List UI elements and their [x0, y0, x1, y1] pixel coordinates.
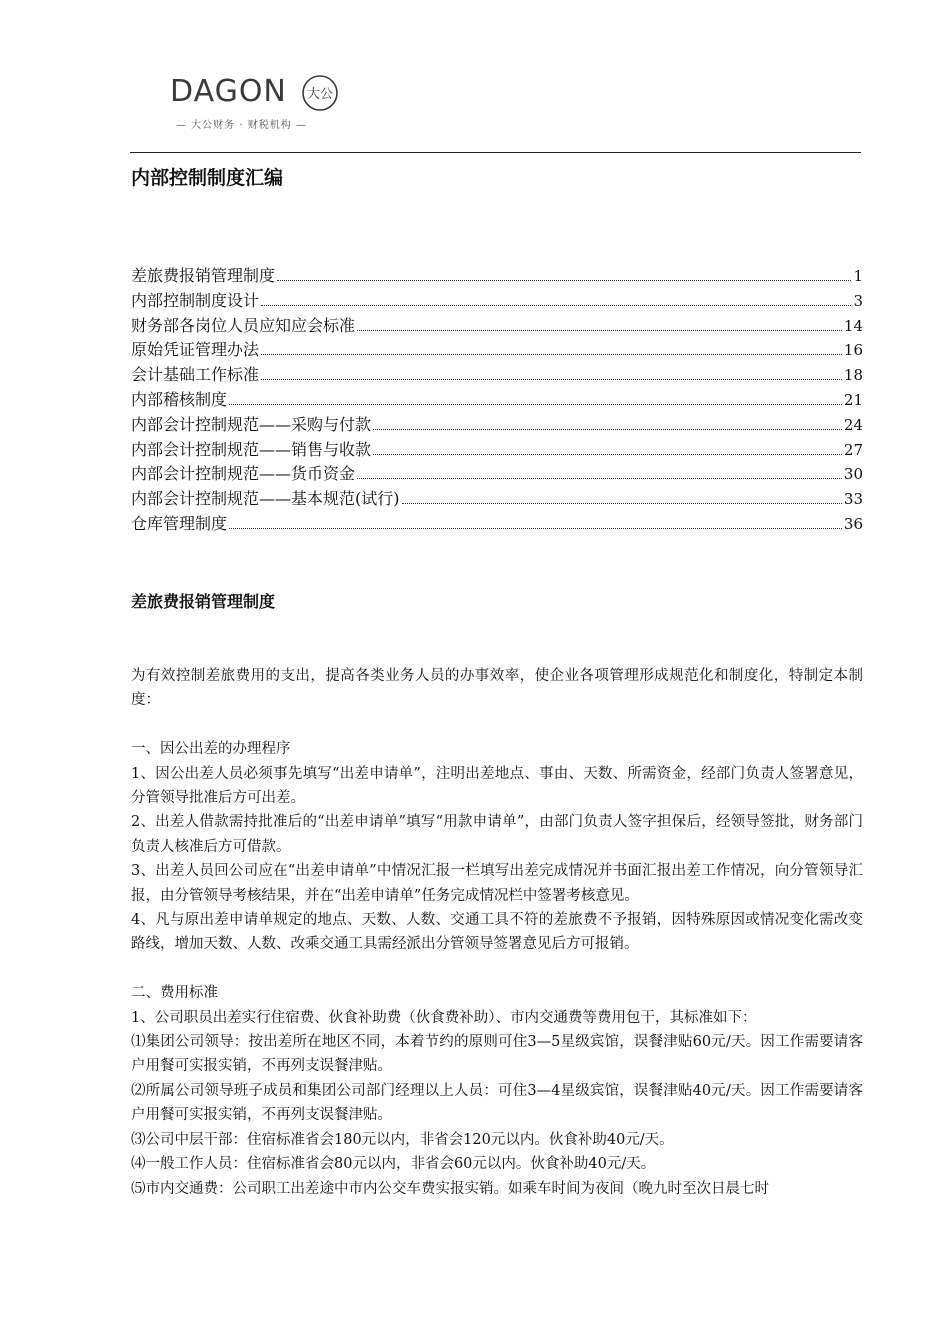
company-logo: [168, 72, 348, 132]
toc-entry-label: 内部会计控制规范——采购与付款: [131, 414, 372, 434]
paragraph: 二、费用标准: [131, 985, 218, 1002]
paragraph: ⑴集团公司领导：按出差所在地区不同，本着节约的原则可住3—5星级宾馆，误餐津贴60元/天。因工作需要请客户用餐可实报实销，不再列支误餐津贴。: [131, 1034, 863, 1075]
toc-entry[interactable]: [131, 388, 863, 413]
toc-entry-label: 财务部各岗位人员应知应会标准: [131, 315, 356, 335]
logo-tagline: — 大公财务 · 财税机构 —: [176, 120, 307, 131]
logo-seal-icon: [301, 74, 339, 112]
toc-entry-label: 会计基础工作标准: [131, 365, 260, 385]
toc-entry[interactable]: [131, 462, 863, 487]
paragraph: ⑶公司中层干部：住宿标准省会180元以内，非省会120元以内。伙食补助40元/天。: [131, 1131, 674, 1148]
toc-entry-page: 18: [843, 366, 863, 385]
toc-entry-label: 差旅费报销管理制度: [131, 266, 276, 285]
toc-entry-label: 原始凭证管理办法: [131, 340, 260, 360]
toc-dot-leader: [261, 378, 842, 380]
body-text: [131, 664, 863, 1201]
paragraph: 为有效控制差旅费用的支出，提高各类业务人员的办事效率，使企业各项管理形成规范化和制度化，特制定本制度：: [131, 668, 863, 709]
logo-seal-text: 大公: [306, 87, 334, 102]
toc-entry-page: 21: [843, 390, 863, 409]
toc-entry-page: 36: [843, 514, 863, 533]
toc-entry-page: 27: [843, 440, 863, 459]
paragraph-gap: [131, 713, 863, 737]
toc-dot-leader: [229, 527, 842, 529]
toc-entry[interactable]: [131, 438, 863, 463]
toc-dot-leader: [261, 353, 842, 355]
toc-entry-label: 内部稽核制度: [131, 389, 228, 409]
toc-entry-label: 内部会计控制规范——货币资金: [131, 464, 356, 484]
toc-dot-leader: [373, 428, 842, 430]
toc-entry[interactable]: [131, 264, 863, 289]
toc-dot-leader: [402, 502, 842, 504]
document-title: 内部控制制度汇编: [131, 167, 284, 189]
toc-entry[interactable]: [131, 363, 863, 388]
logo-wordmark: DAGON: [170, 74, 287, 109]
toc-dot-leader: [357, 329, 842, 331]
toc-entry-page: 3: [853, 291, 863, 310]
table-of-contents: [131, 264, 863, 537]
paragraph: 1、公司职员出差实行住宿费、伙食补助费（伙食费补助）、市内交通费等费用包干，其标准如下：: [131, 1009, 757, 1026]
toc-entry-page: 24: [843, 415, 863, 434]
paragraph: ⑵所属公司领导班子成员和集团公司部门经理以上人员：可住3—4星级宾馆，误餐津贴40元/天。因工作需要请客户用餐可实报实销，不再列支误餐津贴。: [131, 1082, 863, 1124]
toc-entry-label: 仓库管理制度: [131, 513, 228, 533]
toc-entry-label: 内部控制制度设计: [131, 290, 260, 310]
toc-dot-leader: [373, 453, 842, 455]
toc-entry[interactable]: [131, 338, 863, 363]
toc-dot-leader: [229, 403, 842, 405]
toc-dot-leader: [357, 477, 842, 479]
paragraph: ⑷一般工作人员：住宿标准省会80元以内，非省会60元以内。伙食补助40元/天。: [131, 1156, 656, 1173]
toc-entry-label: 内部会计控制规范——销售与收款: [131, 439, 372, 459]
toc-entry-page: 33: [843, 490, 863, 509]
paragraph: 一、因公出差的办理程序: [131, 741, 291, 758]
paragraph: 2、出差人借款需持批准后的“出差申请单”填写“用款申请单”，由部门负责人签字担保后，经领导签批，财务部门负责人核准后方可借款。: [131, 814, 863, 855]
toc-dot-leader: [261, 304, 851, 306]
paragraph: ⑸市内交通费：公司职工出差途中市内公交车费实报实销。如乘车时间为夜间（晚九时至次日晨七时: [131, 1180, 769, 1197]
toc-entry-page: 14: [843, 316, 863, 335]
paragraph: 4、凡与原出差申请单规定的地点、天数、人数、交通工具不符的差旅费不予报销，因特殊原因或情况变化需改变路线，增加天数、人数、改乘交通工具需经派出分管领导签署意见后方可报销。: [131, 912, 863, 953]
toc-entry[interactable]: [131, 289, 863, 314]
toc-entry-page: 16: [843, 341, 863, 360]
paragraph: 1、因公出差人员必须事先填写“出差申请单”，注明出差地点、事由、天数、所需资金，经部门负责人签署意见，分管领导批准后方可出差。: [131, 765, 863, 807]
section-heading: 差旅费报销管理制度: [131, 592, 276, 611]
toc-entry-page: 1: [853, 267, 863, 285]
toc-entry[interactable]: [131, 314, 863, 339]
toc-entry[interactable]: [131, 487, 863, 512]
paragraph-gap: [131, 957, 863, 981]
header-divider: [130, 152, 861, 153]
toc-entry[interactable]: [131, 512, 863, 537]
toc-dot-leader: [277, 279, 851, 281]
toc-entry-page: 30: [843, 465, 863, 484]
paragraph: 3、出差人员回公司应在“出差申请单”中情况汇报一栏填写出差完成情况并书面汇报出差工作情况，向分管领导汇报，由分管领导考核结果，并在“出差申请单”任务完成情况栏中签署考核意见。: [131, 863, 863, 904]
toc-entry[interactable]: [131, 413, 863, 438]
toc-entry-label: 内部会计控制规范——基本规范(试行): [131, 489, 400, 509]
